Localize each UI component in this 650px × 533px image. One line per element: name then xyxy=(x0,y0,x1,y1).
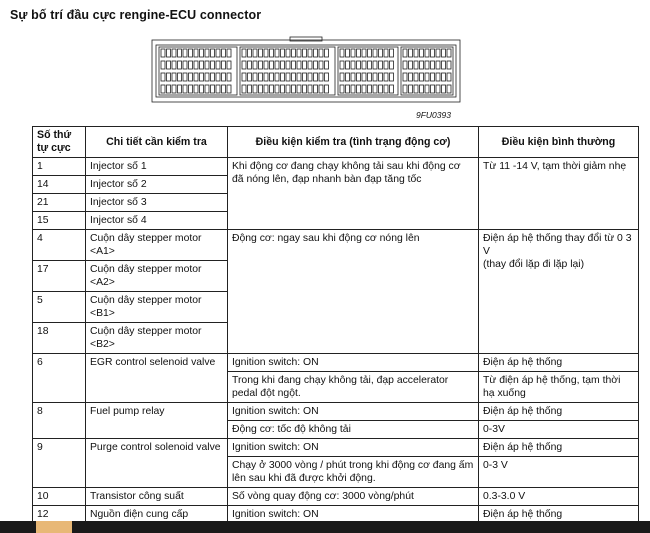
connector-pin xyxy=(216,73,220,81)
connector-pin xyxy=(390,85,394,93)
connector-pin xyxy=(248,49,252,57)
connector-pin xyxy=(270,61,274,69)
connector-pin xyxy=(414,73,418,81)
part-cell: Cuộn dây stepper motor <B2> xyxy=(86,323,228,354)
connector-pin xyxy=(200,85,204,93)
table-row xyxy=(33,488,639,506)
connector-pin xyxy=(425,73,429,81)
connector-pin xyxy=(172,61,176,69)
connector-pin xyxy=(200,73,204,81)
condition-cell: Ignition switch: ON xyxy=(228,439,479,457)
connector-pin xyxy=(259,49,263,57)
connector-pin xyxy=(373,61,377,69)
connector-pin xyxy=(420,49,424,57)
connector-pin xyxy=(297,85,301,93)
connector-pin xyxy=(205,49,209,57)
connector-pin xyxy=(362,61,366,69)
normal-cell: Điện áp hệ thống xyxy=(479,403,639,421)
normal-cell xyxy=(479,230,639,354)
connector-pin xyxy=(292,61,296,69)
connector-pin xyxy=(172,73,176,81)
connector-pin xyxy=(194,49,198,57)
connector-pin xyxy=(275,61,279,69)
connector-pin xyxy=(259,61,263,69)
condition-cell: Ignition switch: ON xyxy=(228,403,479,421)
connector-pin xyxy=(308,49,312,57)
part-cell: Cuộn dây stepper motor <A2> xyxy=(86,261,228,292)
connector-pin xyxy=(409,85,413,93)
connector-pin xyxy=(264,49,268,57)
connector-pin xyxy=(442,85,446,93)
connector-pin xyxy=(183,85,187,93)
connector-pin xyxy=(373,73,377,81)
connector-pin xyxy=(264,61,268,69)
connector-pin xyxy=(368,73,372,81)
table-row xyxy=(33,439,639,457)
connector-pin xyxy=(183,49,187,57)
pin-cell: 9 xyxy=(33,439,86,488)
condition-cell: Động cơ: tốc độ không tải xyxy=(228,421,479,439)
connector-pin xyxy=(368,61,372,69)
connector-pin xyxy=(222,85,226,93)
connector-pin xyxy=(357,49,361,57)
connector-pin xyxy=(314,85,318,93)
connector-pin xyxy=(172,49,176,57)
connector-pin xyxy=(211,61,215,69)
connector-pin xyxy=(403,73,407,81)
connector-pin xyxy=(216,49,220,57)
connector-pin xyxy=(409,61,413,69)
normal-note: (thay đổi lặp đi lặp lại) xyxy=(483,259,585,270)
connector-pin xyxy=(189,61,193,69)
connector-pin xyxy=(303,49,307,57)
connector-pin xyxy=(242,85,246,93)
connector-pin xyxy=(403,85,407,93)
part-cell: Cuộn dây stepper motor <B1> xyxy=(86,292,228,323)
connector-pin xyxy=(362,85,366,93)
connector-pin xyxy=(420,61,424,69)
connector-pin xyxy=(325,61,329,69)
bottom-bar-accent xyxy=(36,521,72,533)
connector-pin xyxy=(281,73,285,81)
normal-cell: Điện áp hệ thống xyxy=(479,506,639,524)
connector-pin xyxy=(216,85,220,93)
connector-pin xyxy=(325,85,329,93)
pin-cell: 6 xyxy=(33,354,86,403)
connector-pin xyxy=(303,73,307,81)
connector-pin xyxy=(222,49,226,57)
connector-pin xyxy=(161,49,165,57)
connector-pin xyxy=(275,85,279,93)
connector-pin xyxy=(379,73,383,81)
connector-pin xyxy=(362,49,366,57)
pin-cell: 4 xyxy=(33,230,86,261)
connector-pin xyxy=(189,73,193,81)
connector-pin xyxy=(403,49,407,57)
connector-pin xyxy=(390,49,394,57)
normal-cell: Điện áp hệ thống xyxy=(479,439,639,457)
connector-pin xyxy=(351,73,355,81)
part-cell: Injector số 1 xyxy=(86,158,228,176)
connector-pin xyxy=(409,49,413,57)
connector-pin xyxy=(286,61,290,69)
connector-pin xyxy=(436,61,440,69)
connector-pin xyxy=(216,61,220,69)
connector-pin xyxy=(242,61,246,69)
connector-pin xyxy=(281,85,285,93)
connector-pin xyxy=(431,73,435,81)
connector-pin xyxy=(242,49,246,57)
connector-pin xyxy=(194,85,198,93)
connector-pin xyxy=(161,85,165,93)
connector-pin xyxy=(248,73,252,81)
connector-inner-shell xyxy=(156,45,456,97)
connector-pin xyxy=(346,49,350,57)
condition-cell: Số vòng quay động cơ: 3000 vòng/phút xyxy=(228,488,479,506)
connector-pin xyxy=(414,61,418,69)
header-normal: Điều kiện bình thường xyxy=(479,127,639,158)
connector-pin xyxy=(314,49,318,57)
connector-pin xyxy=(227,49,231,57)
part-cell: EGR control selenoid valve xyxy=(86,354,228,403)
connector-pin xyxy=(161,61,165,69)
connector-pin xyxy=(447,73,451,81)
pin-cell: 12 xyxy=(33,506,86,524)
figure-code: 9FU0393 xyxy=(416,110,451,120)
connector-pin xyxy=(436,73,440,81)
connector-pin xyxy=(270,73,274,81)
connector-pin xyxy=(259,85,263,93)
pin-cell: 17 xyxy=(33,261,86,292)
connector-pin xyxy=(281,49,285,57)
connector-pin xyxy=(205,61,209,69)
condition-cell: Ignition switch: ON xyxy=(228,506,479,524)
connector-pin xyxy=(379,49,383,57)
connector-pin xyxy=(340,49,344,57)
condition-cell: Trong khi đang chạy không tải, đạp accelerator pedal đột ngột. xyxy=(228,372,479,403)
connector-pin xyxy=(194,61,198,69)
pin-cell: 21 xyxy=(33,194,86,212)
connector-pin xyxy=(308,73,312,81)
connector-pin xyxy=(346,61,350,69)
ecu-connector-diagram xyxy=(150,36,462,106)
normal-cell: 0-3V xyxy=(479,421,639,439)
connector-pin xyxy=(314,61,318,69)
connector-pin xyxy=(172,85,176,93)
connector-pin xyxy=(178,61,182,69)
connector-pin xyxy=(436,49,440,57)
connector-pin xyxy=(384,61,388,69)
normal-cell: Từ 11 -14 V, tạm thời giảm nhẹ xyxy=(479,158,639,230)
connector-pin xyxy=(420,73,424,81)
connector-pin xyxy=(384,85,388,93)
connector-pin xyxy=(319,73,323,81)
connector-pin xyxy=(368,85,372,93)
connector-pin xyxy=(357,61,361,69)
connector-pin xyxy=(447,49,451,57)
connector-pin xyxy=(340,85,344,93)
connector-pin xyxy=(178,85,182,93)
table-row xyxy=(33,403,639,421)
connector-pin xyxy=(373,85,377,93)
table-row xyxy=(33,354,639,372)
connector-pin xyxy=(303,61,307,69)
connector-pin xyxy=(183,73,187,81)
connector-pin xyxy=(442,73,446,81)
connector-pin xyxy=(442,49,446,57)
connector-pin xyxy=(431,85,435,93)
connector-pin xyxy=(161,73,165,81)
connector-block xyxy=(338,47,398,95)
part-cell: Injector số 3 xyxy=(86,194,228,212)
connector-pin xyxy=(351,49,355,57)
connector-pin xyxy=(319,61,323,69)
connector-pin xyxy=(205,73,209,81)
connector-pin xyxy=(351,61,355,69)
connector-pin xyxy=(297,61,301,69)
connector-pin xyxy=(351,85,355,93)
condition-cell: Ignition switch: ON xyxy=(228,354,479,372)
condition-cell: Khi động cơ đang chạy không tải sau khi động cơ đã nóng lên, đạp nhanh bàn đạp tăng tốc xyxy=(228,158,479,230)
connector-pin xyxy=(319,85,323,93)
connector-pin xyxy=(308,85,312,93)
connector-pin xyxy=(253,49,257,57)
connector-pin xyxy=(362,73,366,81)
header-part: Chi tiết cần kiểm tra xyxy=(86,127,228,158)
connector-pin xyxy=(442,61,446,69)
connector-pin xyxy=(431,49,435,57)
connector-pin xyxy=(357,85,361,93)
connector-pin xyxy=(425,85,429,93)
connector-pin xyxy=(281,61,285,69)
connector-pin xyxy=(403,61,407,69)
connector-pin xyxy=(178,49,182,57)
connector-pin xyxy=(447,61,451,69)
connector-pin xyxy=(431,61,435,69)
connector-pin xyxy=(248,61,252,69)
connector-pin xyxy=(227,85,231,93)
connector-pin xyxy=(292,85,296,93)
normal-cell: 0.3-3.0 V xyxy=(479,488,639,506)
connector-pin xyxy=(211,49,215,57)
part-cell: Cuộn dây stepper motor <A1> xyxy=(86,230,228,261)
normal-cell: Từ điện áp hệ thống, tạm thời hạ xuống xyxy=(479,372,639,403)
connector-pin xyxy=(167,49,171,57)
connector-pin xyxy=(264,73,268,81)
connector-pin xyxy=(384,73,388,81)
connector-pin xyxy=(379,61,383,69)
pin-cell: 8 xyxy=(33,403,86,439)
connector-pin xyxy=(242,73,246,81)
connector-pin xyxy=(205,85,209,93)
connector-pin xyxy=(308,61,312,69)
connector-pin xyxy=(248,85,252,93)
connector-pin xyxy=(390,73,394,81)
normal-cell: Điện áp hệ thống xyxy=(479,354,639,372)
connector-pin xyxy=(425,61,429,69)
pin-cell: 15 xyxy=(33,212,86,230)
connector-pin xyxy=(368,49,372,57)
connector-pin xyxy=(325,73,329,81)
connector-pin xyxy=(357,73,361,81)
connector-pin xyxy=(286,73,290,81)
connector-pin xyxy=(259,73,263,81)
connector-pin xyxy=(340,61,344,69)
bottom-bar xyxy=(0,521,650,533)
connector-pin xyxy=(253,85,257,93)
connector-pin xyxy=(227,61,231,69)
part-cell: Transistor công suất xyxy=(86,488,228,506)
connector-pin xyxy=(270,85,274,93)
table-row xyxy=(33,230,639,261)
connector-pin xyxy=(292,73,296,81)
part-cell: Injector số 4 xyxy=(86,212,228,230)
part-cell: Nguồn điện cung cấp xyxy=(86,506,228,524)
pin-cell: 10 xyxy=(33,488,86,506)
normal-cell: 0-3 V xyxy=(479,457,639,488)
connector-pin xyxy=(211,85,215,93)
connector-pin xyxy=(314,73,318,81)
connector-pin xyxy=(414,85,418,93)
connector-pin xyxy=(167,85,171,93)
connector-pin xyxy=(222,73,226,81)
connector-pin xyxy=(200,61,204,69)
connector-pin xyxy=(194,73,198,81)
connector-pin xyxy=(373,49,377,57)
connector-pin xyxy=(222,61,226,69)
connector-pin xyxy=(384,49,388,57)
table-header-row xyxy=(33,127,639,158)
connector-pin xyxy=(275,49,279,57)
table-row xyxy=(33,158,639,176)
connector-pin xyxy=(425,49,429,57)
connector-pin xyxy=(253,61,257,69)
connector-pin xyxy=(286,85,290,93)
condition-cell: Chạy ở 3000 vòng / phút trong khi động cơ đang ấm lên sau khi đã được khởi động. xyxy=(228,457,479,488)
connector-latch xyxy=(290,37,322,41)
part-cell: Purge control solenoid valve xyxy=(86,439,228,488)
connector-pin xyxy=(414,49,418,57)
pin-cell: 14 xyxy=(33,176,86,194)
connector-pin xyxy=(297,49,301,57)
connector-pin xyxy=(275,73,279,81)
condition-cell: Động cơ: ngay sau khi động cơ nóng lên xyxy=(228,230,479,354)
connector-pin xyxy=(292,49,296,57)
page-title: Sự bố trí đầu cực rengine-ECU connector xyxy=(10,8,262,22)
connector-pin xyxy=(189,49,193,57)
connector-pin xyxy=(183,61,187,69)
connector-pin xyxy=(346,85,350,93)
pin-cell: 5 xyxy=(33,292,86,323)
part-cell: Injector số 2 xyxy=(86,176,228,194)
connector-pin xyxy=(264,85,268,93)
connector-pin xyxy=(390,61,394,69)
connector-pin xyxy=(379,85,383,93)
connector-pin xyxy=(178,73,182,81)
header-condition: Điều kiện kiểm tra (tình trạng động cơ) xyxy=(228,127,479,158)
connector-pin xyxy=(270,49,274,57)
connector-pin xyxy=(167,61,171,69)
connector-pin xyxy=(227,73,231,81)
connector-pin xyxy=(211,73,215,81)
inspection-table xyxy=(32,126,639,524)
connector-pin xyxy=(167,73,171,81)
connector-pin xyxy=(200,49,204,57)
connector-block xyxy=(240,47,335,95)
connector-pin xyxy=(319,49,323,57)
connector-pin xyxy=(325,49,329,57)
normal-value: Điện áp hệ thống thay đổi từ 0 3 V xyxy=(483,233,632,257)
connector-pin xyxy=(303,85,307,93)
connector-pin xyxy=(253,73,257,81)
part-cell: Fuel pump relay xyxy=(86,403,228,439)
connector-pin xyxy=(286,49,290,57)
connector-pin xyxy=(409,73,413,81)
connector-pin xyxy=(189,85,193,93)
connector-pin xyxy=(297,73,301,81)
pin-cell: 1 xyxy=(33,158,86,176)
pin-cell: 18 xyxy=(33,323,86,354)
connector-pin xyxy=(346,73,350,81)
connector-pin xyxy=(447,85,451,93)
connector-pin xyxy=(340,73,344,81)
header-pin: Số thứ tự cực xyxy=(33,127,86,158)
connector-pin xyxy=(420,85,424,93)
connector-pin xyxy=(436,85,440,93)
